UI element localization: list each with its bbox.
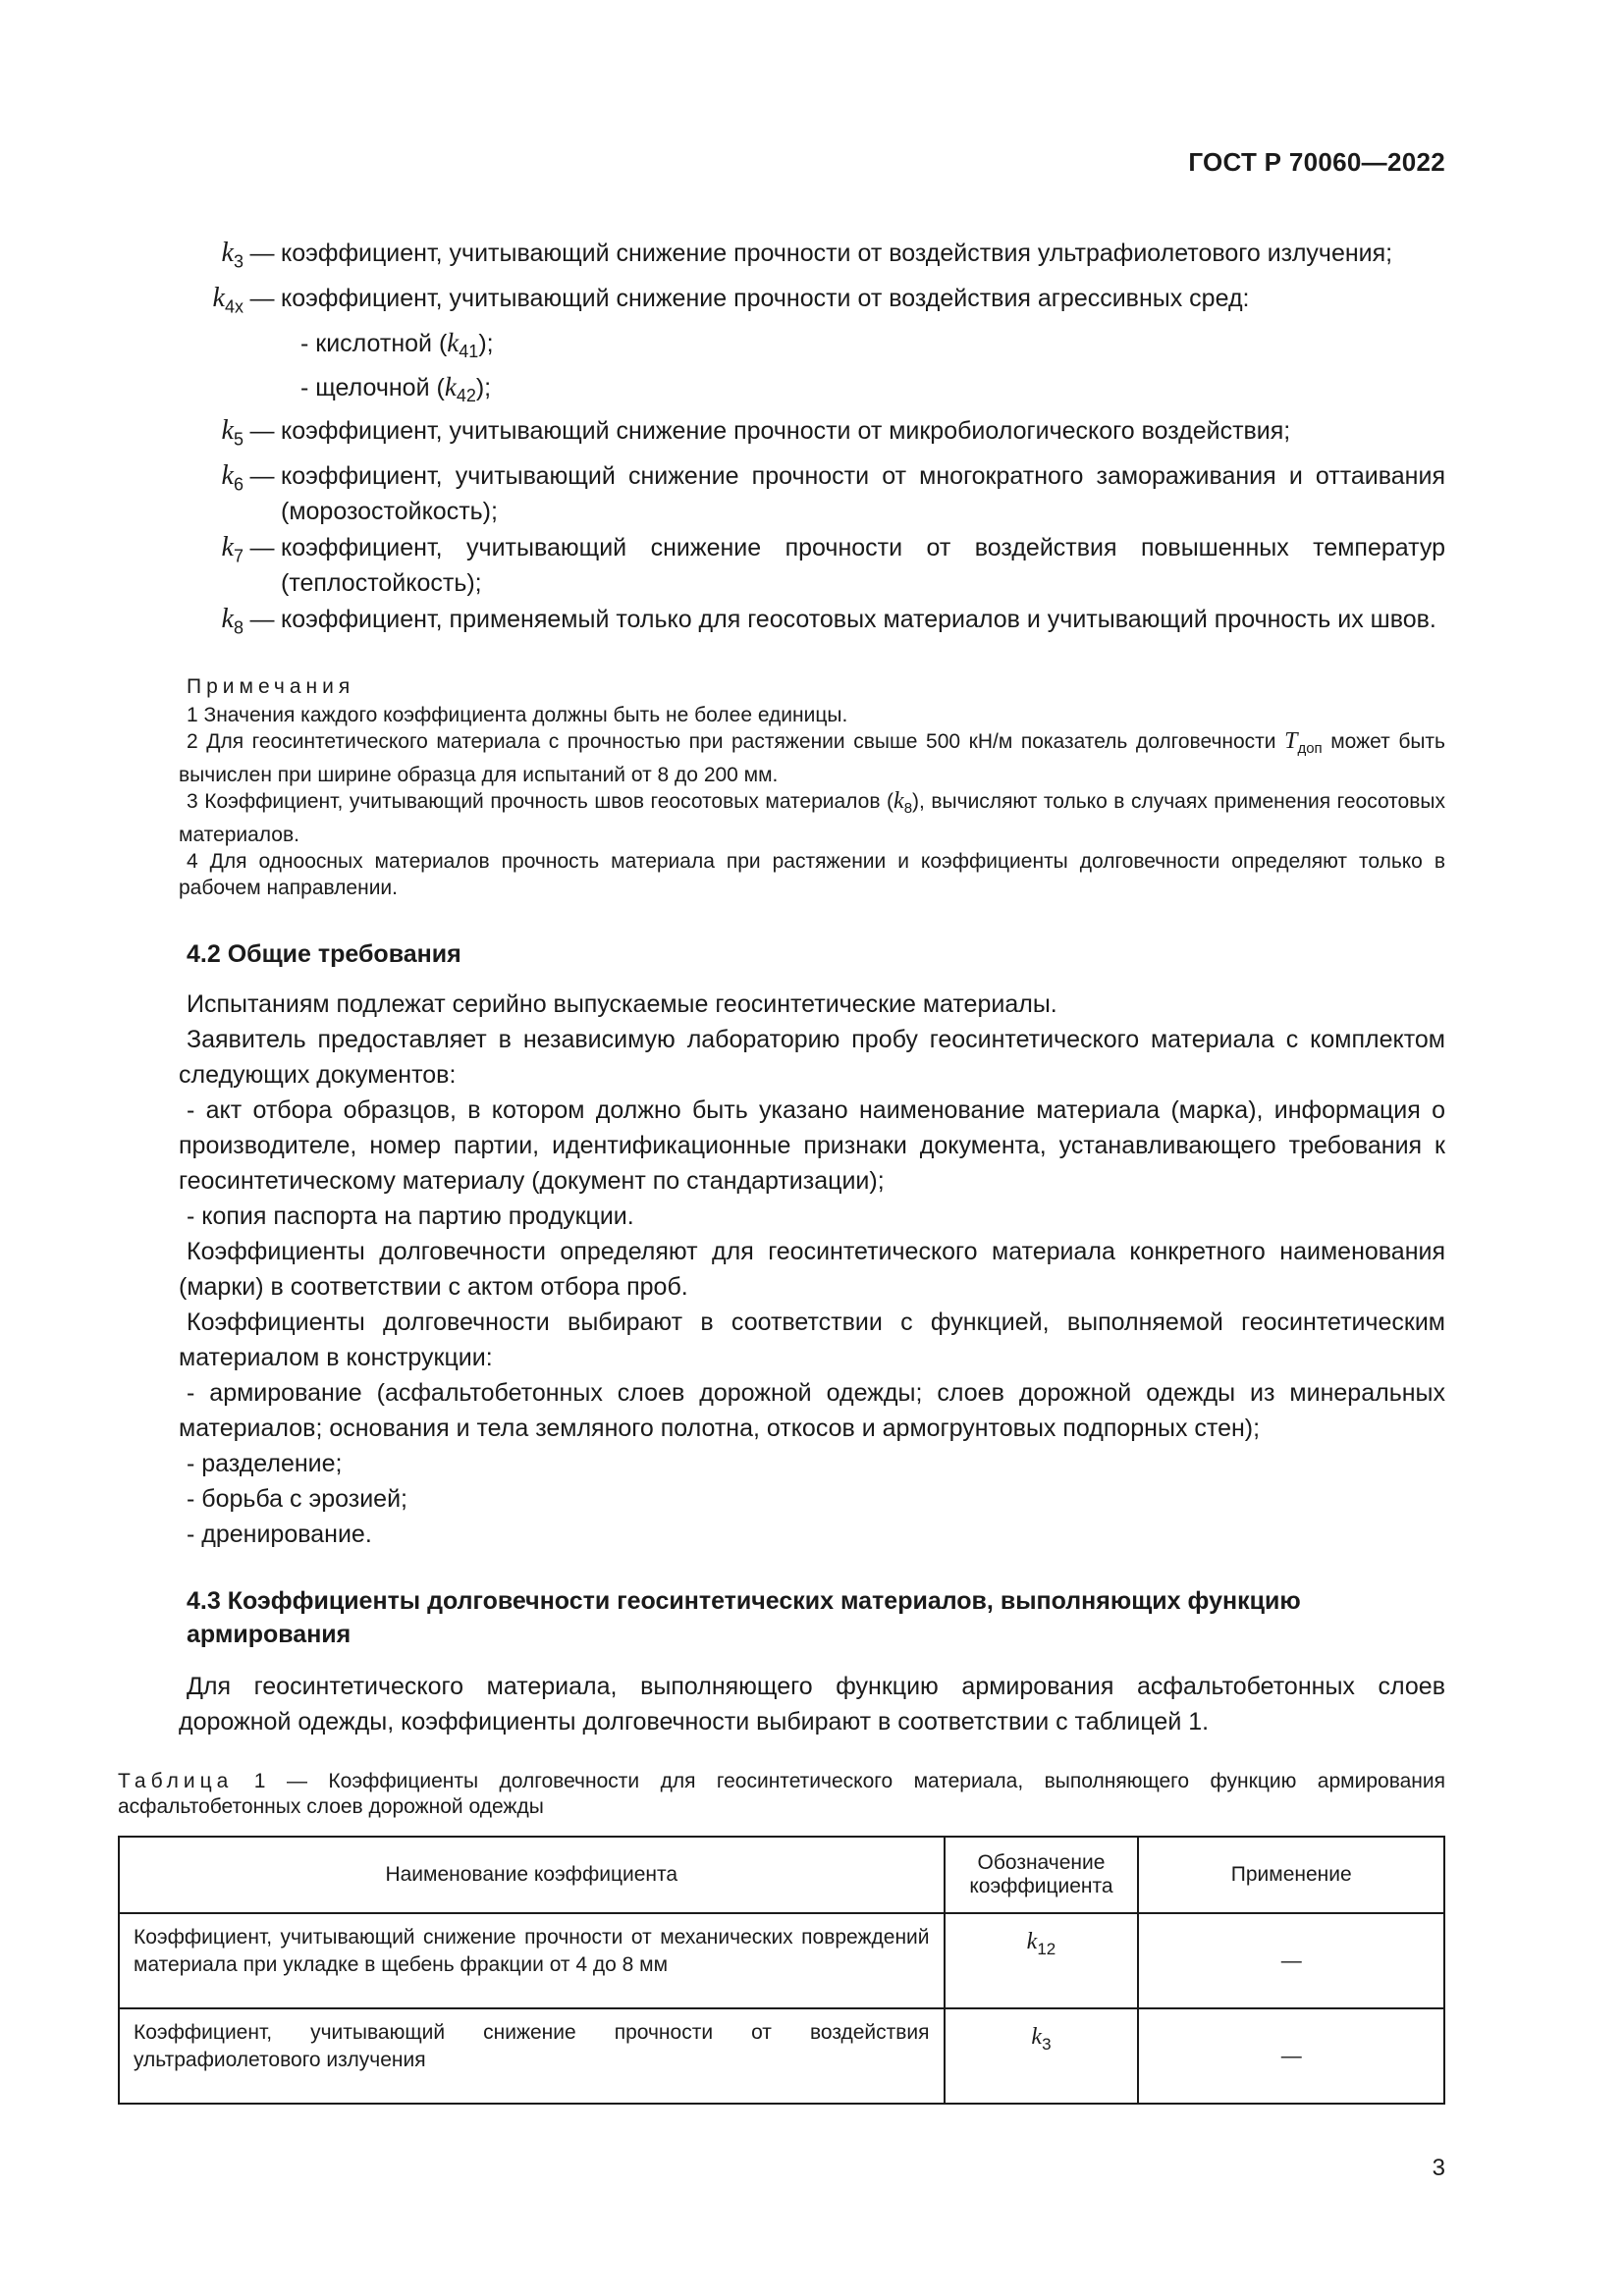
aggressive-media-list [281, 325, 1445, 413]
cell-symbol: $k_3$ [945, 2008, 1139, 2104]
cell-application: — [1138, 1913, 1444, 2008]
page-number: 3 [1432, 2155, 1445, 2181]
table-caption: Таблица 1 — Коэффициенты долговечности для геосинтетического материала, выполняющего функцию армирования асфальтобетонных слоев дорожной одежды [118, 1770, 1445, 1818]
list-item-alkali: - щелочной $(k_{42})$; [300, 372, 492, 406]
list-item: - разделение; [187, 1450, 343, 1477]
column-header-symbol: Обозначение коэффициента [945, 1837, 1139, 1913]
cell-application: — [1138, 2008, 1444, 2104]
table-row [119, 2008, 1444, 2104]
note-4: 4 Для одноосных материалов прочность материала при растяжении и коэффициенты долговечности определяют только в рабочем направлении. [179, 850, 1445, 900]
paragraph: Испытаниям подлежат серийно выпускаемые геосинтетические материалы. [187, 990, 1057, 1018]
note-2: 2 Для геосинтетического материала с прочностью при растяжении свыше 500 кН/м показатель долговечности $T_{доп}$ может быть вычислен при ширине образца для испытаний от 8 до 200 мм. [179, 728, 1445, 787]
section-4-3-title: 4.3 Коэффициенты долговечности геосинтетических материалов, выполняющих функцию армирования [187, 1587, 1301, 1648]
standard-header: ГОСТ Р 70060—2022 [1188, 147, 1445, 177]
definition-k6: $k_6$ — коэффициент, учитывающий снижение прочности от многократного замораживания и оттаивания (морозостойкость); [221, 459, 1445, 525]
column-header-application: Применение [1138, 1837, 1444, 1913]
definitions-list [157, 236, 1445, 646]
section-4-2 [179, 937, 1445, 1552]
table-header-row [119, 1837, 1444, 1913]
list-item: - дренирование. [187, 1521, 372, 1548]
cell-symbol: $k_{12}$ [945, 1913, 1139, 2008]
paragraph: Коэффициенты долговечности выбирают в соответствии с функцией, выполняемой геосинтетическим материалом в конструкции: [179, 1308, 1445, 1371]
list-item: - борьба с эрозией; [187, 1485, 407, 1513]
column-header-name: Наименование коэффициента [119, 1837, 945, 1913]
section-4-2-title: 4.2 Общие требования [187, 940, 461, 968]
definition-k8: $k_8$ — коэффициент, применяемый только для геосотовых материалов и учитывающий прочность их швов. [221, 603, 1436, 638]
definition-k5: $k_5$ — коэффициент, учитывающий снижение прочности от микробиологического воздействия; [221, 415, 1291, 450]
paragraph: Для геосинтетического материала, выполняющего функцию армирования асфальтобетонных слоев дорожной одежды, коэффициенты долговечности выбирают в соответствии с таблицей 1. [179, 1673, 1445, 1735]
definition-k3: $k_3$ — коэффициент, учитывающий снижение прочности от воздействия ультрафиолетового излучения; [221, 238, 1393, 272]
notes-title: Примечания [187, 675, 355, 698]
list-item: - армирование (асфальтобетонных слоев дорожной одежды; слоев дорожной одежды из минеральных материалов; основания и тела земляного полотна, откосов и армогрунтовых подпорных стен); [179, 1379, 1445, 1442]
definition-k7: $k_7$ — коэффициент, учитывающий снижение прочности от воздействия повышенных температур (теплостойкость); [221, 531, 1445, 597]
notes-block [179, 673, 1445, 901]
section-4-3 [179, 1584, 1445, 1739]
table-row [119, 1913, 1444, 2008]
durability-coefficients-table [118, 1836, 1445, 2105]
cell-name: Коэффициент, учитывающий снижение прочности от воздействия ультрафиолетового излучения [119, 2008, 945, 2104]
list-item: - копия паспорта на партию продукции. [187, 1202, 634, 1230]
list-item: - акт отбора образцов, в котором должно быть указано наименование материала (марка), информация о производителе, номер партии, идентификационные признаки документа, устанавливающего требования к геосинтетическому материалу (документ по стандартизации); [179, 1096, 1445, 1195]
paragraph: Коэффициенты долговечности определяют для геосинтетического материала конкретного наименования (марки) в соответствии с актом отбора проб. [179, 1238, 1445, 1301]
note-3: 3 Коэффициент, учитывающий прочность швов геосотовых материалов $(k_8)$, вычисляют только в случаях применения геосотовых материалов. [179, 788, 1445, 847]
definition-k4x: $k_{4x}$ — коэффициент, учитывающий снижение прочности от воздействия агрессивных сред: [212, 282, 1250, 317]
list-item-acid: - кислотной $(k_{41})$; [300, 328, 494, 362]
paragraph: Заявитель предоставляет в независимую лабораторию пробу геосинтетического материала с комплектом следующих документов: [179, 1026, 1445, 1089]
note-1: 1 Значения каждого коэффициента должны быть не более единицы. [187, 704, 848, 726]
cell-name: Коэффициент, учитывающий снижение прочности от механических повреждений материала при укладке в щебень фракции от 4 до 8 мм [119, 1913, 945, 2008]
